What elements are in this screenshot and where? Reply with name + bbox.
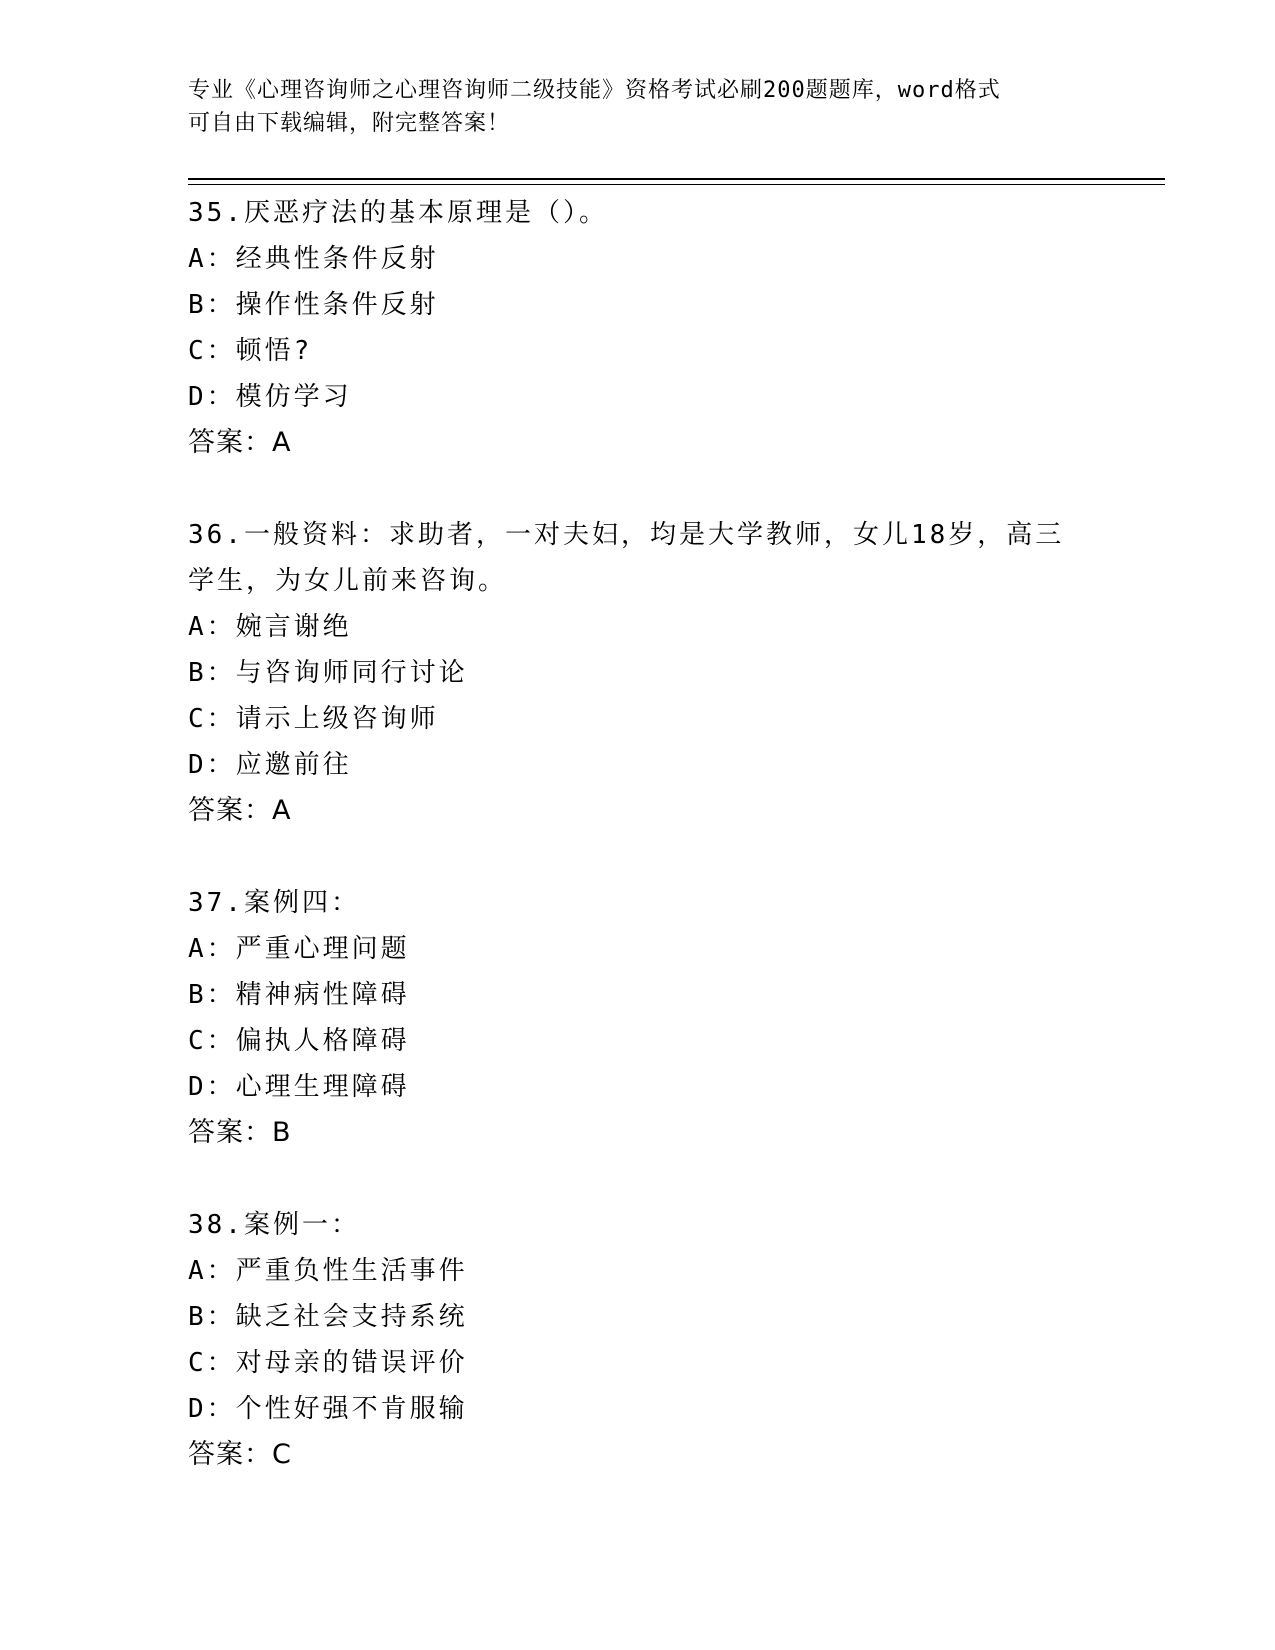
header-line-2: 可自由下载编辑，附完整答案！ <box>188 111 511 136</box>
stem-line: 36.一般资料：求助者，一对夫妇，均是大学教师，女儿18岁，高三 <box>188 520 1065 550</box>
option-c: C：顿悟? <box>188 336 313 366</box>
option-d: D：个性好强不肯服输 <box>188 1394 468 1424</box>
stem-line: 35.厌恶疗法的基本原理是（）。 <box>188 198 608 228</box>
option-d: D：模仿学习 <box>188 382 352 412</box>
question-stem <box>188 512 1088 604</box>
question-stem <box>188 1202 1088 1248</box>
option-c: C：请示上级咨询师 <box>188 704 439 734</box>
question-list <box>188 190 1088 1524</box>
option-d: D：心理生理障碍 <box>188 1072 410 1102</box>
option-d: D：应邀前往 <box>188 750 352 780</box>
stem-line: 37.案例四： <box>188 888 360 918</box>
option-b: B：缺乏社会支持系统 <box>188 1302 468 1332</box>
option-c: C：偏执人格障碍 <box>188 1026 410 1056</box>
question-35 <box>188 190 1088 466</box>
answer-line: 答案：B <box>188 1117 292 1148</box>
option-c: C：对母亲的错误评价 <box>188 1348 468 1378</box>
option-b: B：操作性条件反射 <box>188 290 439 320</box>
question-38 <box>188 1202 1088 1478</box>
answer-line: 答案：C <box>188 1439 292 1470</box>
question-stem <box>188 190 1088 236</box>
question-stem <box>188 880 1088 926</box>
option-a: A：经典性条件反射 <box>188 244 439 274</box>
option-a: A：婉言谢绝 <box>188 612 352 642</box>
header-line-1: 专业《心理咨询师之心理咨询师二级技能》资格考试必刷200题题库，word格式 <box>188 78 1001 103</box>
answer-line: 答案：A <box>188 427 292 458</box>
header-divider-thick <box>188 178 1165 180</box>
stem-line: 38.案例一： <box>188 1210 360 1240</box>
option-b: B：与咨询师同行讨论 <box>188 658 468 688</box>
document-header <box>188 74 1088 140</box>
header-divider-thin <box>188 184 1165 185</box>
question-37 <box>188 880 1088 1156</box>
question-36 <box>188 512 1088 834</box>
option-a: A：严重负性生活事件 <box>188 1256 468 1286</box>
answer-line: 答案：A <box>188 795 292 826</box>
option-a: A：严重心理问题 <box>188 934 410 964</box>
stem-line: 学生，为女儿前来咨询。 <box>188 566 508 596</box>
option-b: B：精神病性障碍 <box>188 980 410 1010</box>
